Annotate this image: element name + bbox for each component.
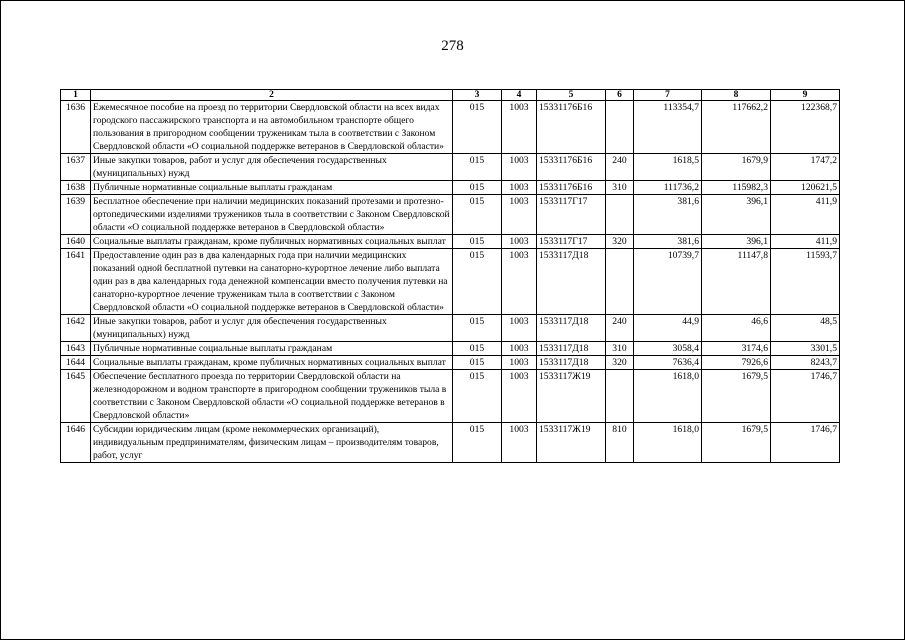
column-header: 6: [606, 90, 634, 101]
budget-table: [60, 89, 840, 463]
table-row: [61, 342, 840, 356]
amount-cell-year2: 1679,9: [702, 154, 771, 181]
amount-cell-year3: 120621,5: [771, 181, 840, 195]
column-header: 2: [91, 90, 453, 101]
row-number-cell: 1645: [61, 370, 91, 423]
amount-cell-year3: 122368,7: [771, 101, 840, 154]
row-name-cell: Ежемесячное пособие на проезд по территории Свердловской области на всех видах городского пассажирского транспорта и на автомобильном транспорте общего пользования в пригородном сообщении труженикам тыла в соответствии с Законом Свердловской области «О социальной поддержке ветеранов в Свердловской области»: [91, 101, 453, 154]
amount-cell-year1: 381,6: [634, 235, 702, 249]
expense-type-cell: 810: [606, 423, 634, 463]
row-name-cell: Публичные нормативные социальные выплаты гражданам: [91, 342, 453, 356]
section-code-cell: 1003: [502, 181, 537, 195]
target-article-cell: 15331176Б16: [537, 181, 606, 195]
admin-code-cell: 015: [453, 101, 502, 154]
admin-code-cell: 015: [453, 315, 502, 342]
amount-cell-year2: 115982,3: [702, 181, 771, 195]
amount-cell-year1: 1618,0: [634, 370, 702, 423]
target-article-cell: 1533117Г17: [537, 235, 606, 249]
row-number-cell: 1640: [61, 235, 91, 249]
amount-cell-year3: 411,9: [771, 195, 840, 235]
row-name-cell: Обеспечение бесплатного проезда по территории Свердловской области на железнодорожном и водном транспорте в пригородном сообщении тружеников тыла в соответствии с Законом Свердловской области «О социальной поддержке ветеранов в Свердловской области»: [91, 370, 453, 423]
section-code-cell: 1003: [502, 235, 537, 249]
expense-type-cell: [606, 195, 634, 235]
section-code-cell: 1003: [502, 370, 537, 423]
expense-type-cell: 310: [606, 342, 634, 356]
amount-cell-year1: 381,6: [634, 195, 702, 235]
amount-cell-year3: 411,9: [771, 235, 840, 249]
row-name-cell: Иные закупки товаров, работ и услуг для обеспечения государственных (муниципальных) нужд: [91, 154, 453, 181]
amount-cell-year3: 8243,7: [771, 356, 840, 370]
row-name-cell: Социальные выплаты гражданам, кроме публичных нормативных социальных выплат: [91, 235, 453, 249]
section-code-cell: 1003: [502, 356, 537, 370]
column-header: 4: [502, 90, 537, 101]
admin-code-cell: 015: [453, 370, 502, 423]
column-header: 7: [634, 90, 702, 101]
table-row: [61, 181, 840, 195]
amount-cell-year3: 1747,2: [771, 154, 840, 181]
table-row: [61, 423, 840, 463]
amount-cell-year2: 1679,5: [702, 370, 771, 423]
expense-type-cell: [606, 101, 634, 154]
amount-cell-year3: 1746,7: [771, 423, 840, 463]
table-row: [61, 235, 840, 249]
row-number-cell: 1639: [61, 195, 91, 235]
row-number-cell: 1637: [61, 154, 91, 181]
target-article-cell: 15331176Б16: [537, 154, 606, 181]
admin-code-cell: 015: [453, 195, 502, 235]
section-code-cell: 1003: [502, 195, 537, 235]
column-header: 5: [537, 90, 606, 101]
row-number-cell: 1641: [61, 249, 91, 315]
amount-cell-year2: 11147,8: [702, 249, 771, 315]
amount-cell-year2: 396,1: [702, 195, 771, 235]
table-row: [61, 195, 840, 235]
section-code-cell: 1003: [502, 249, 537, 315]
expense-type-cell: [606, 370, 634, 423]
row-number-cell: 1638: [61, 181, 91, 195]
row-number-cell: 1636: [61, 101, 91, 154]
section-code-cell: 1003: [502, 101, 537, 154]
table-row: [61, 249, 840, 315]
admin-code-cell: 015: [453, 342, 502, 356]
table-row: [61, 370, 840, 423]
row-number-cell: 1644: [61, 356, 91, 370]
amount-cell-year1: 44,9: [634, 315, 702, 342]
table-row: [61, 101, 840, 154]
expense-type-cell: 320: [606, 356, 634, 370]
amount-cell-year1: 113354,7: [634, 101, 702, 154]
row-number-cell: 1643: [61, 342, 91, 356]
expense-type-cell: 240: [606, 315, 634, 342]
amount-cell-year3: 11593,7: [771, 249, 840, 315]
amount-cell-year1: 3058,4: [634, 342, 702, 356]
amount-cell-year2: 117662,2: [702, 101, 771, 154]
amount-cell-year1: 1618,5: [634, 154, 702, 181]
admin-code-cell: 015: [453, 423, 502, 463]
admin-code-cell: 015: [453, 356, 502, 370]
target-article-cell: 1533117Д18: [537, 356, 606, 370]
row-name-cell: Бесплатное обеспечение при наличии медицинских показаний протезами и протезно-ортопедическими изделиями тружеников тыла в соответствии с Законом Свердловской области «О социальной поддержке ветеранов в Свердловской области»: [91, 195, 453, 235]
amount-cell-year2: 1679,5: [702, 423, 771, 463]
column-header: 3: [453, 90, 502, 101]
amount-cell-year1: 10739,7: [634, 249, 702, 315]
section-code-cell: 1003: [502, 154, 537, 181]
section-code-cell: 1003: [502, 315, 537, 342]
amount-cell-year2: 396,1: [702, 235, 771, 249]
target-article-cell: 1533117Д18: [537, 342, 606, 356]
row-name-cell: Иные закупки товаров, работ и услуг для обеспечения государственных (муниципальных) нужд: [91, 315, 453, 342]
target-article-cell: 1533117Д18: [537, 249, 606, 315]
header-row: [61, 90, 840, 101]
amount-cell-year3: 48,5: [771, 315, 840, 342]
amount-cell-year3: 3301,5: [771, 342, 840, 356]
row-name-cell: Публичные нормативные социальные выплаты гражданам: [91, 181, 453, 195]
target-article-cell: 1533117Ж19: [537, 370, 606, 423]
column-header: 9: [771, 90, 840, 101]
amount-cell-year1: 1618,0: [634, 423, 702, 463]
expense-type-cell: 240: [606, 154, 634, 181]
section-code-cell: 1003: [502, 342, 537, 356]
admin-code-cell: 015: [453, 181, 502, 195]
target-article-cell: 1533117Ж19: [537, 423, 606, 463]
target-article-cell: 1533117Г17: [537, 195, 606, 235]
amount-cell-year1: 111736,2: [634, 181, 702, 195]
admin-code-cell: 015: [453, 249, 502, 315]
row-name-cell: Социальные выплаты гражданам, кроме публичных нормативных социальных выплат: [91, 356, 453, 370]
row-number-cell: 1642: [61, 315, 91, 342]
column-header: 8: [702, 90, 771, 101]
table-row: [61, 154, 840, 181]
column-header: 1: [61, 90, 91, 101]
row-name-cell: Предоставление один раз в два календарных года при наличии медицинских показаний одной бесплатной путевки на санаторно-курортное лечение либо выплата один раз в два календарных года денежной компенсации вместо получения путевки на санаторно-курортное лечение труженикам тыла в соответствии с Законом Свердловской области «О социальной поддержке ветеранов в Свердловской области»: [91, 249, 453, 315]
table-row: [61, 315, 840, 342]
amount-cell-year2: 3174,6: [702, 342, 771, 356]
row-number-cell: 1646: [61, 423, 91, 463]
row-name-cell: Субсидии юридическим лицам (кроме некоммерческих организаций), индивидуальным предпринимателям, физическим лицам – производителям товаров, работ, услуг: [91, 423, 453, 463]
target-article-cell: 15331176Б16: [537, 101, 606, 154]
admin-code-cell: 015: [453, 235, 502, 249]
amount-cell-year3: 1746,7: [771, 370, 840, 423]
expense-type-cell: 320: [606, 235, 634, 249]
expense-type-cell: 310: [606, 181, 634, 195]
target-article-cell: 1533117Д18: [537, 315, 606, 342]
section-code-cell: 1003: [502, 423, 537, 463]
expense-type-cell: [606, 249, 634, 315]
amount-cell-year2: 46,6: [702, 315, 771, 342]
admin-code-cell: 015: [453, 154, 502, 181]
table-row: [61, 356, 840, 370]
amount-cell-year1: 7636,4: [634, 356, 702, 370]
amount-cell-year2: 7926,6: [702, 356, 771, 370]
page-number: 278: [441, 38, 464, 54]
